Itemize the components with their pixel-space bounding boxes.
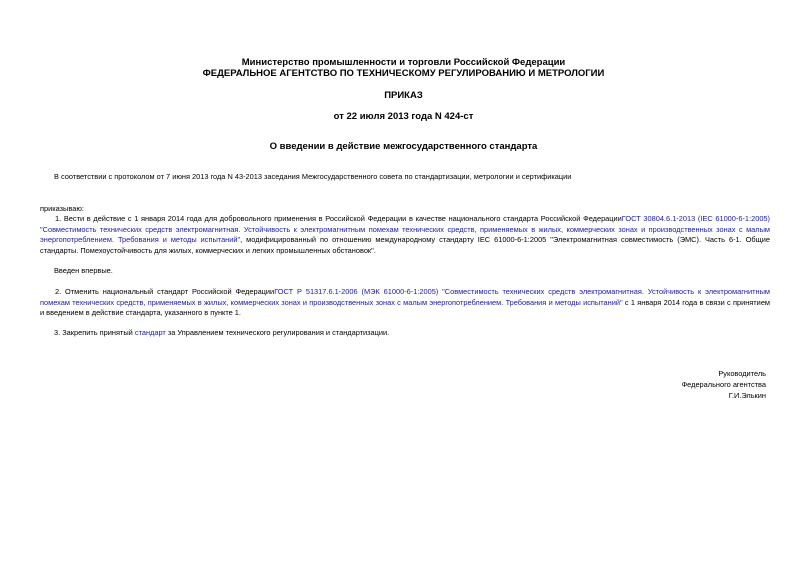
intro-paragraph: В соответствии с протоколом от 7 июня 2013 года N 43-2013 заседания Межгосударственного совета по стандартизации, метрологии и сертификации	[54, 172, 572, 181]
item-2-paragraph	[40, 287, 770, 319]
signature-name: Г.И.Элькин	[728, 391, 766, 400]
standard-link[interactable]: стандарт	[134, 328, 166, 337]
item-2-lead: 2. Отменить национальный стандарт Российской Федерации	[55, 287, 275, 296]
agency-heading: ФЕДЕРАЛЬНОЕ АГЕНТСТВО ПО ТЕХНИЧЕСКОМУ РЕГУЛИРОВАНИЮ И МЕТРОЛОГИИ	[202, 68, 605, 79]
gost-r-51317-link[interactable]: ГОСТ Р 51317.6.1-2006 (МЭК 61000-6-1:2005) "Совместимость технических средств электромагнитная. Устойчивость к электромагнитным помехам технических средств, применяемых в жилых, коммерческих зонах и производственных зонах с малым энергопотреблением. Требования и методы испытаний"	[40, 287, 770, 307]
item-1-paragraph	[40, 214, 770, 256]
ministry-heading: Министерство промышленности и торговли Российской Федерации	[241, 57, 566, 68]
signature-title: Руководитель	[718, 369, 766, 378]
signature-organization: Федерального агентства	[681, 380, 766, 389]
item-3-tail: за Управлением технического регулирования и стандартизации.	[165, 328, 390, 337]
order-word: приказываю:	[40, 204, 84, 213]
document-type: ПРИКАЗ	[384, 90, 423, 101]
item-1-lead: 1. Вести в действие с 1 января 2014 года для добровольного применения в Российской Федерации в качестве национального стандарта Российской Федерации	[55, 214, 622, 223]
item-1-tail: , модифицированный по отношению международному стандарту IEC 61000-6-1:2005 "Электромагнитная совместимость (ЭМС). Часть 6-1. Общие стандарты. Помехоустойчивость для жилых, коммерческих и легких промышленных обстановок".	[40, 235, 770, 255]
document-subject: О введении в действие межгосударственного стандарта	[269, 141, 538, 152]
introduced-first-note: Введен впервые.	[54, 266, 113, 275]
document-date-number: от 22 июля 2013 года N 424-ст	[333, 111, 474, 122]
item-3-paragraph	[54, 328, 770, 339]
gost-30804-link[interactable]: ГОСТ 30804.6.1-2013 (IEC 61000-6-1:2005) "Совместимость технических средств электромагнитная. Устойчивость к электромагнитным помехам технических средств, применяемых в жилых, коммерческих зонах и производственных зонах с малым энергопотреблением. Требования и методы испытаний"	[40, 214, 771, 244]
item-3-lead: 3. Закрепить принятый	[54, 328, 135, 337]
item-2-tail: с 1 января 2014 года в связи с принятием и введением в действие стандарта, указанного в пункте 1.	[40, 297, 771, 317]
